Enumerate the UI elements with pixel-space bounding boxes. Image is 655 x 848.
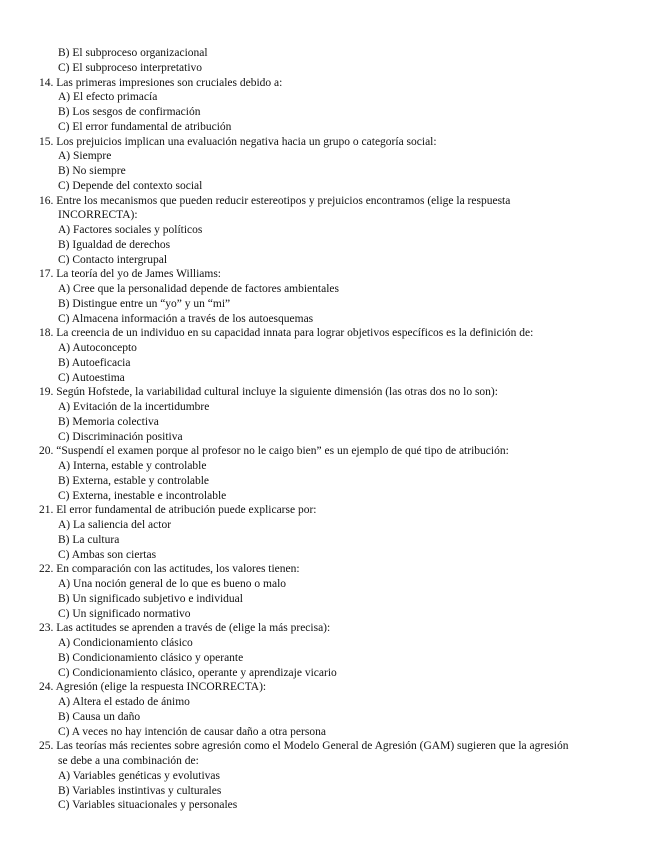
answer-option: B) Condicionamiento clásico y operante — [58, 651, 244, 664]
question-stem — [39, 135, 635, 150]
question-stem — [39, 194, 635, 209]
answer-option: C) Ambas son ciertas — [58, 548, 157, 561]
answer-option: B) Externa, estable y controlable — [58, 474, 210, 487]
question-15 — [39, 135, 635, 194]
answer-option: B) Memoria colectiva — [58, 415, 159, 428]
question-number: 21. — [39, 504, 54, 517]
answer-option: A) Cree que la personalidad depende de factores ambientales — [58, 283, 339, 295]
answer-option: B) La cultura — [58, 533, 120, 546]
option-line: B) El subproceso organizacional — [58, 47, 208, 59]
answer-option: A) Interna, estable y controlable — [58, 460, 207, 472]
answer-option: A) Una noción general de lo que es bueno o malo — [58, 578, 287, 590]
question-24 — [39, 680, 635, 739]
answer-option: B) Autoeficacia — [58, 356, 131, 369]
answer-option: A) La saliencia del actor — [58, 519, 172, 531]
question-14 — [39, 76, 635, 135]
answer-option: C) Autoestima — [58, 371, 125, 384]
question-text-continuation: se debe a una combinación de: — [58, 755, 199, 767]
question-stem — [39, 444, 635, 459]
question-text: La teoría del yo de James Williams: — [56, 268, 222, 281]
question-number: 16. — [39, 194, 54, 207]
answer-option: C) Un significado normativo — [58, 607, 191, 620]
answer-option: A) El efecto primacía — [58, 91, 158, 104]
question-stem — [39, 621, 635, 636]
answer-option: C) El error fundamental de atribución — [58, 120, 232, 133]
answer-option: C) Externa, inestable e incontrolable — [58, 489, 227, 502]
answer-option: B) No siempre — [58, 165, 126, 177]
question-text: Los prejuicios implican una evaluación negativa hacia un grupo o categoría social: — [56, 135, 437, 148]
answer-option: C) Contacto intergrupal — [58, 253, 168, 266]
question-stem — [39, 503, 635, 518]
answer-option: A) Autoconcepto — [58, 342, 137, 354]
question-stem — [39, 385, 635, 400]
question-stem — [39, 267, 635, 282]
answer-option: B) Los sesgos de confirmación — [58, 106, 201, 118]
question-number: 20. — [39, 445, 54, 458]
question-text: Según Hofstede, la variabilidad cultural incluye la siguiente dimensión (las otras dos no lo son): — [56, 386, 498, 399]
question-list — [39, 76, 635, 814]
question-25 — [39, 739, 635, 813]
question-number: 23. — [39, 622, 54, 635]
answer-option: B) Un significado subjetivo e individual — [58, 592, 243, 605]
question-stem — [39, 562, 635, 577]
answer-option: C) Discriminación positiva — [58, 430, 183, 443]
option-line: C) El subproceso interpretativo — [58, 61, 203, 74]
question-20 — [39, 444, 635, 503]
answer-option: C) Variables situacionales y personales — [58, 799, 238, 812]
answer-option: A) Altera el estado de ánimo — [58, 696, 190, 708]
question-23 — [39, 621, 635, 680]
answer-option: C) A veces no hay intención de causar daño a otra persona — [58, 725, 326, 738]
question-text-continuation: INCORRECTA): — [58, 209, 138, 222]
question-21 — [39, 503, 635, 562]
question-16 — [39, 194, 635, 268]
question-text: El error fundamental de atribución puede explicarse por: — [56, 504, 317, 517]
question-text: Entre los mecanismos que pueden reducir estereotipos y prejuicios encontramos (elige la respuesta — [56, 194, 511, 207]
answer-option: B) Igualdad de derechos — [58, 238, 171, 251]
question-19 — [39, 385, 635, 444]
question-text: Agresión (elige la respuesta INCORRECTA): — [55, 681, 267, 694]
answer-option: A) Factores sociales y políticos — [58, 224, 203, 236]
question-stem — [39, 326, 635, 341]
continued-options — [39, 46, 635, 76]
question-number: 15. — [39, 135, 54, 148]
question-number: 14. — [39, 76, 54, 89]
question-text: Las actitudes se aprenden a través de (elige la más precisa): — [56, 622, 331, 635]
question-text: En comparación con las actitudes, los valores tienen: — [56, 563, 300, 576]
answer-option: C) Depende del contexto social — [58, 179, 203, 192]
answer-option: A) Siempre — [58, 150, 112, 163]
question-number: 22. — [39, 563, 54, 576]
question-number: 18. — [39, 327, 54, 340]
question-text: Las primeras impresiones son cruciales debido a: — [56, 76, 283, 89]
answer-option: C) Almacena información a través de los autoesquemas — [58, 312, 314, 325]
question-18 — [39, 326, 635, 385]
question-text: Las teorías más recientes sobre agresión como el Modelo General de Agresión (GAM) sugieren que la agresión — [56, 740, 569, 753]
answer-option: A) Variables genéticas y evolutivas — [58, 769, 221, 782]
question-stem — [39, 680, 635, 695]
answer-option: A) Condicionamiento clásico — [58, 637, 193, 649]
question-number: 25. — [39, 740, 54, 753]
answer-option: B) Variables instintivas y culturales — [58, 784, 222, 797]
question-22 — [39, 562, 635, 621]
question-text: La creencia de un individuo en su capacidad innata para lograr objetivos específicos es la definición de: — [56, 327, 534, 340]
question-stem — [39, 76, 635, 91]
question-stem — [39, 739, 635, 754]
answer-option: B) Causa un daño — [58, 710, 141, 723]
question-text: “Suspendí el examen porque al profesor no le caigo bien” es un ejemplo de qué tipo de atribución: — [56, 445, 509, 458]
question-number: 24. — [39, 681, 54, 694]
question-number: 17. — [39, 268, 54, 281]
answer-option: B) Distingue entre un “yo” y un “mi” — [58, 297, 231, 310]
question-17 — [39, 267, 635, 326]
answer-option: A) Evitación de la incertidumbre — [58, 401, 210, 413]
answer-option: C) Condicionamiento clásico, operante y aprendizaje vicario — [58, 666, 337, 679]
question-number: 19. — [39, 386, 54, 399]
